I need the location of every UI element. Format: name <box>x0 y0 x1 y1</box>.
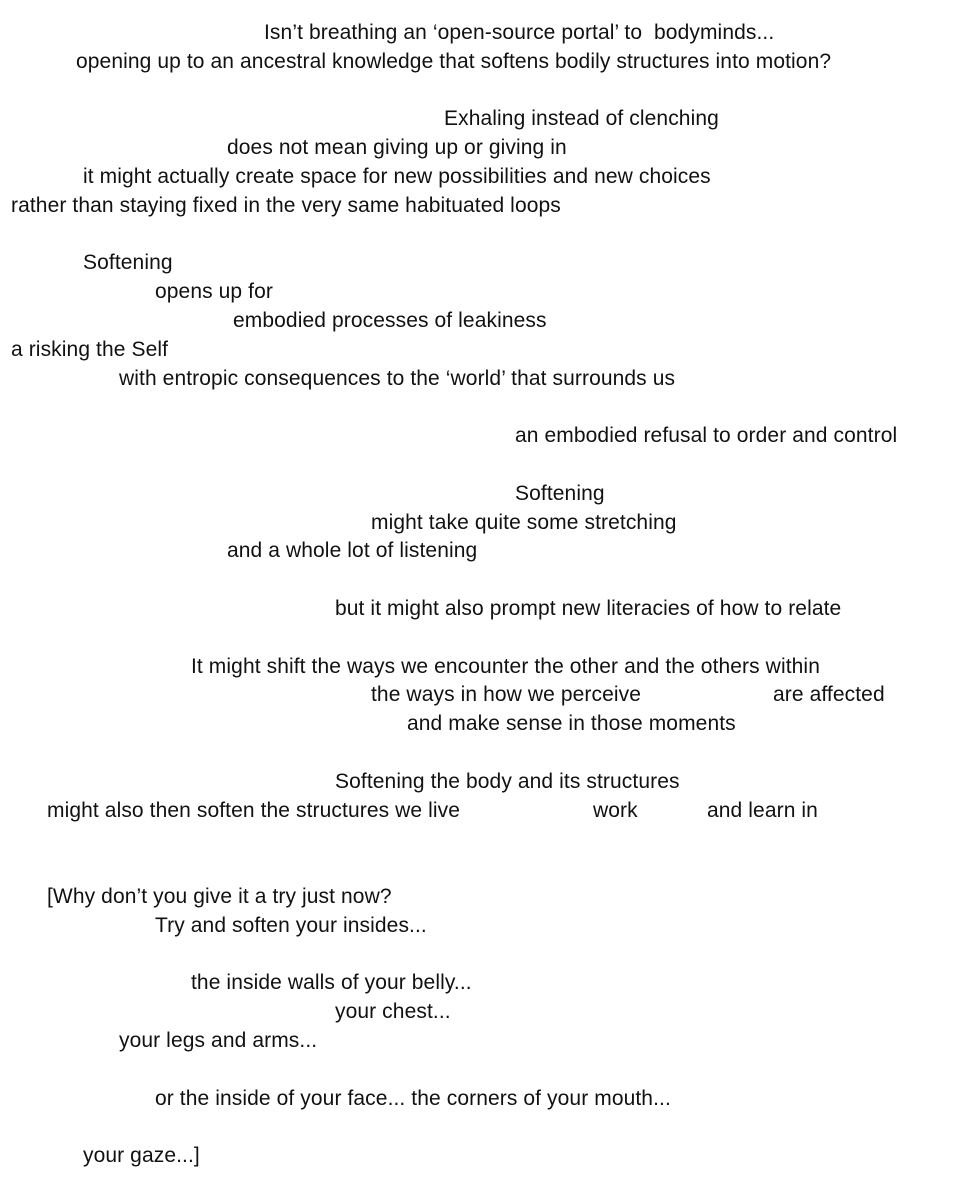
poem-line-fragment: might also then soften the structures we live <box>47 799 461 822</box>
poem-line-fragment: work <box>593 799 638 822</box>
poem-line: your gaze...] <box>83 1144 200 1167</box>
poem-line: Try and soften your insides... <box>155 914 427 937</box>
poem-line: opens up for <box>155 280 273 303</box>
poem-line: embodied processes of leakiness <box>233 309 547 332</box>
poem-line: Exhaling instead of clenching <box>444 107 719 130</box>
poem-line: [Why don’t you give it a try just now? <box>47 885 392 908</box>
poem-line: your chest... <box>335 1000 451 1023</box>
poem-line: does not mean giving up or giving in <box>227 136 567 159</box>
poem-line: the inside walls of your belly... <box>191 971 472 994</box>
poem-line: Isn’t breathing an ‘open-source portal’ to bodyminds... <box>264 21 775 44</box>
poem-line: opening up to an ancestral knowledge that softens bodily structures into motion? <box>76 50 832 73</box>
poem-line: with entropic consequences to the ‘world’ that surrounds us <box>119 367 676 390</box>
poem-line: and a whole lot of listening <box>227 539 478 562</box>
poem-line: it might actually create space for new possibilities and new choices <box>83 165 711 188</box>
poem-line-fragment: and learn in <box>707 799 818 822</box>
poem-line-fragment: are affected <box>773 683 885 706</box>
poem-line: It might shift the ways we encounter the other and the others within <box>191 655 820 678</box>
poem-line: your legs and arms... <box>119 1029 318 1052</box>
poem-line: Softening <box>83 251 173 274</box>
poem-line: but it might also prompt new literacies of how to relate <box>335 597 842 620</box>
poem-line: rather than staying fixed in the very same habituated loops <box>11 194 561 217</box>
poem-line: a risking the Self <box>11 338 169 361</box>
poem-line: Softening the body and its structures <box>335 770 680 793</box>
poem-line: might take quite some stretching <box>371 511 677 534</box>
poem-line: or the inside of your face... the corners of your mouth... <box>155 1087 671 1110</box>
poem-line-fragment: the ways in how we perceive <box>371 683 641 706</box>
poem-line: and make sense in those moments <box>407 712 736 735</box>
poem-line: Softening <box>515 482 605 505</box>
poem-line: an embodied refusal to order and control <box>515 424 898 447</box>
